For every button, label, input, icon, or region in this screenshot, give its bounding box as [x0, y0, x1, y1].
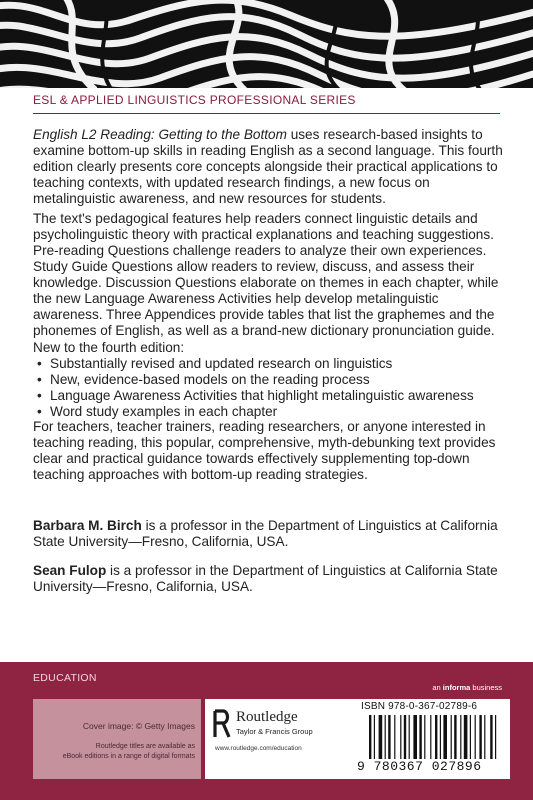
cover-artwork	[0, 0, 533, 88]
description-paragraph-2: The text's pedagogical features help readers connect linguistic details and psycholinguistic theory with practical explanations and teaching suggestions. Pre-reading Questions challenge readers to analyze their own experiences. Study Guide Questions allow readers to review, discuss, and assess their knowledge. Discussion Questions elaborate on themes in each chapter, while the new Language Awareness Activities help develop metalinguistic awareness. Three Appendices provide tables that list the graphemes and the phonemes of English, as well as a brand-new dictionary pronunciation guide.	[33, 211, 499, 338]
barcode-image	[369, 715, 499, 759]
author-bio-1	[33, 518, 503, 550]
isbn: ISBN 978-0-367-02789-6	[361, 701, 478, 712]
author-bio-2	[33, 563, 503, 595]
cover-credit-box	[33, 699, 201, 779]
author-bio-text: is a professor in the Department of Linguistics at California State University—Fresno, California, USA.	[33, 518, 498, 549]
informa-logo: informa	[442, 683, 471, 692]
author-name: Sean Fulop	[33, 563, 107, 578]
wavy-stripes-artwork	[0, 0, 533, 88]
subject-category: EDUCATION	[33, 672, 97, 684]
cover-image-credit: Cover image: © Getty Images	[82, 721, 195, 731]
description-paragraph-4: For teachers, teacher trainers, reading researchers, or anyone interested in teaching reading, this popular, comprehensive, myth-debunking text provides clear and practical guidance towards effectively supplementing top-down teaching approaches with bottom-up reading strategies.	[33, 419, 496, 482]
series-title: ESL & APPLIED LINGUISTICS PROFESSIONAL SERIES	[33, 93, 356, 107]
book-title: English L2 Reading: Getting to the Bottom	[33, 127, 287, 142]
publisher-name: Routledge	[236, 709, 298, 725]
publisher-url: www.routledge.com/education	[215, 745, 302, 752]
ebook-note: Routledge titles are available as eBook editions in a range of digital formats	[62, 743, 195, 760]
list-item: • Substantially revised and updated research on linguistics	[33, 356, 474, 372]
routledge-logo-icon	[212, 709, 232, 739]
divider	[33, 113, 500, 114]
publisher-block	[205, 699, 362, 779]
barcode-number: 9 780367 027896	[357, 759, 482, 774]
description-paragraph-1	[33, 127, 503, 207]
list-item: • Language Awareness Activities that highlight metalinguistic awareness	[33, 388, 474, 404]
author-bio-text: is a professor in the Department of Linguistics at California State University—Fresno, California, USA.	[33, 563, 498, 594]
publisher-group: Taylor & Francis Group	[236, 727, 313, 736]
new-edition-heading: New to the fourth edition:	[33, 340, 185, 355]
barcode-block	[355, 699, 510, 779]
list-item: • New, evidence-based models on the reading process	[33, 372, 474, 388]
author-name: Barbara M. Birch	[33, 518, 142, 533]
list-item: • Word study examples in each chapter	[33, 404, 474, 420]
informa-tagline: an informa business	[432, 683, 502, 692]
new-features-list	[33, 356, 474, 420]
description-text: uses research-based insights to examine bottom-up skills in reading English as a second language. This fourth edition clearly presents core concepts alongside their practical applications to teaching contexts, with updated research findings, a new focus on metalinguistic awareness, and new resources for students.	[33, 127, 503, 206]
